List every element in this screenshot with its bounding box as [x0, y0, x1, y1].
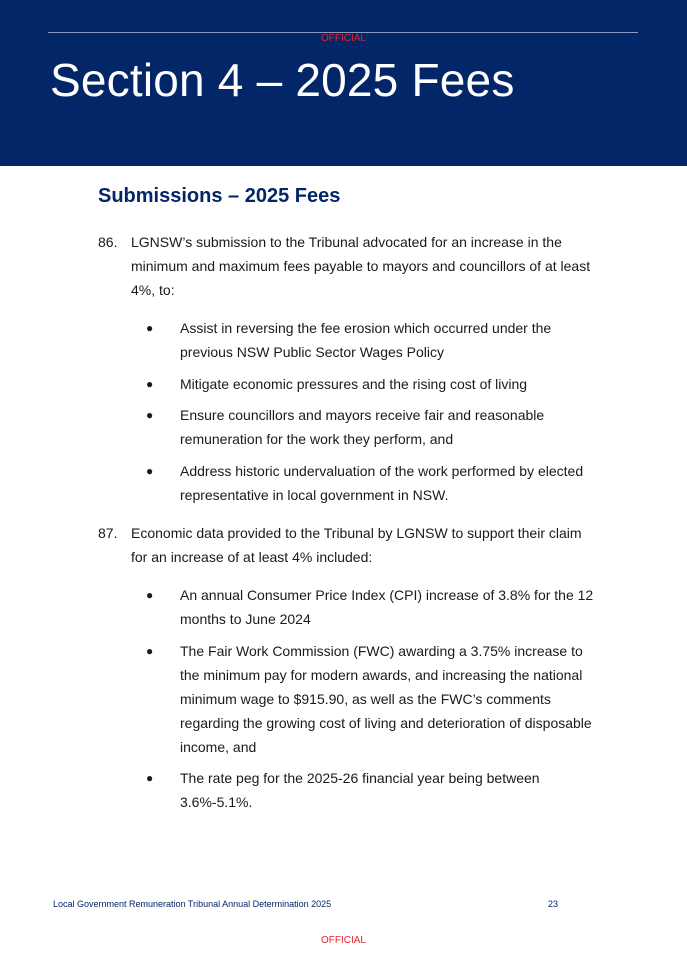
paragraph-text: LGNSW’s submission to the Tribunal advocated for an increase in the minimum and maximum fees payable to mayors and councillors of at least 4%, to: [131, 234, 591, 298]
bullet-text: The rate peg for the 2025-26 financial year being between 3.6%-5.1%. [180, 770, 540, 810]
section-title: Section 4 – 2025 Fees [50, 54, 515, 106]
subheading: Submissions – 2025 Fees [98, 185, 341, 207]
bullet-icon: ● [146, 588, 154, 602]
bullet-item [146, 583, 596, 631]
bullet-text: Address historic undervaluation of the work performed by elected representative in local government in NSW. [180, 463, 584, 503]
bullet-text: Assist in reversing the fee erosion which occurred under the previous NSW Public Sector Wages Policy [180, 320, 552, 360]
paragraph-86 [98, 230, 598, 302]
bullet-item [146, 403, 596, 451]
bullet-text: Ensure councillors and mayors receive fair and reasonable remuneration for the work they perform, and [180, 407, 545, 447]
bullet-icon: ● [146, 644, 154, 658]
classification-label-bottom: OFFICIAL [320, 935, 366, 946]
bullet-icon: ● [146, 408, 154, 422]
bullet-item [146, 766, 596, 814]
bullet-text: An annual Consumer Price Index (CPI) increase of 3.8% for the 12 months to June 2024 [180, 587, 594, 627]
paragraph-number: 87. [98, 525, 118, 541]
bullet-icon: ● [146, 321, 154, 335]
bullet-item [146, 316, 596, 364]
paragraph-number: 86. [98, 234, 118, 250]
footer-page-number: 23 [548, 899, 559, 909]
bullet-item [146, 372, 596, 396]
bullet-text: The Fair Work Commission (FWC) awarding a 3.75% increase to the minimum pay for modern awards, and increasing the national minimum wage to $915.90, as well as the FWC’s comments regarding the growing cost of living and deterioration of disposable income, and [180, 643, 592, 755]
header-banner [0, 0, 687, 166]
paragraph-text: Economic data provided to the Tribunal by LGNSW to support their claim for an increase of at least 4% included: [131, 525, 582, 565]
footer-document-title: Local Government Remuneration Tribunal Annual Determination 2025 [53, 899, 332, 909]
bullet-icon: ● [146, 771, 154, 785]
paragraph-87 [98, 521, 598, 569]
bullet-icon: ● [146, 464, 154, 478]
bullet-item [146, 459, 596, 507]
bullet-text: Mitigate economic pressures and the rising cost of living [180, 376, 528, 392]
bullet-item [146, 639, 596, 759]
classification-label-top: OFFICIAL [320, 33, 366, 44]
bullet-icon: ● [146, 377, 154, 391]
